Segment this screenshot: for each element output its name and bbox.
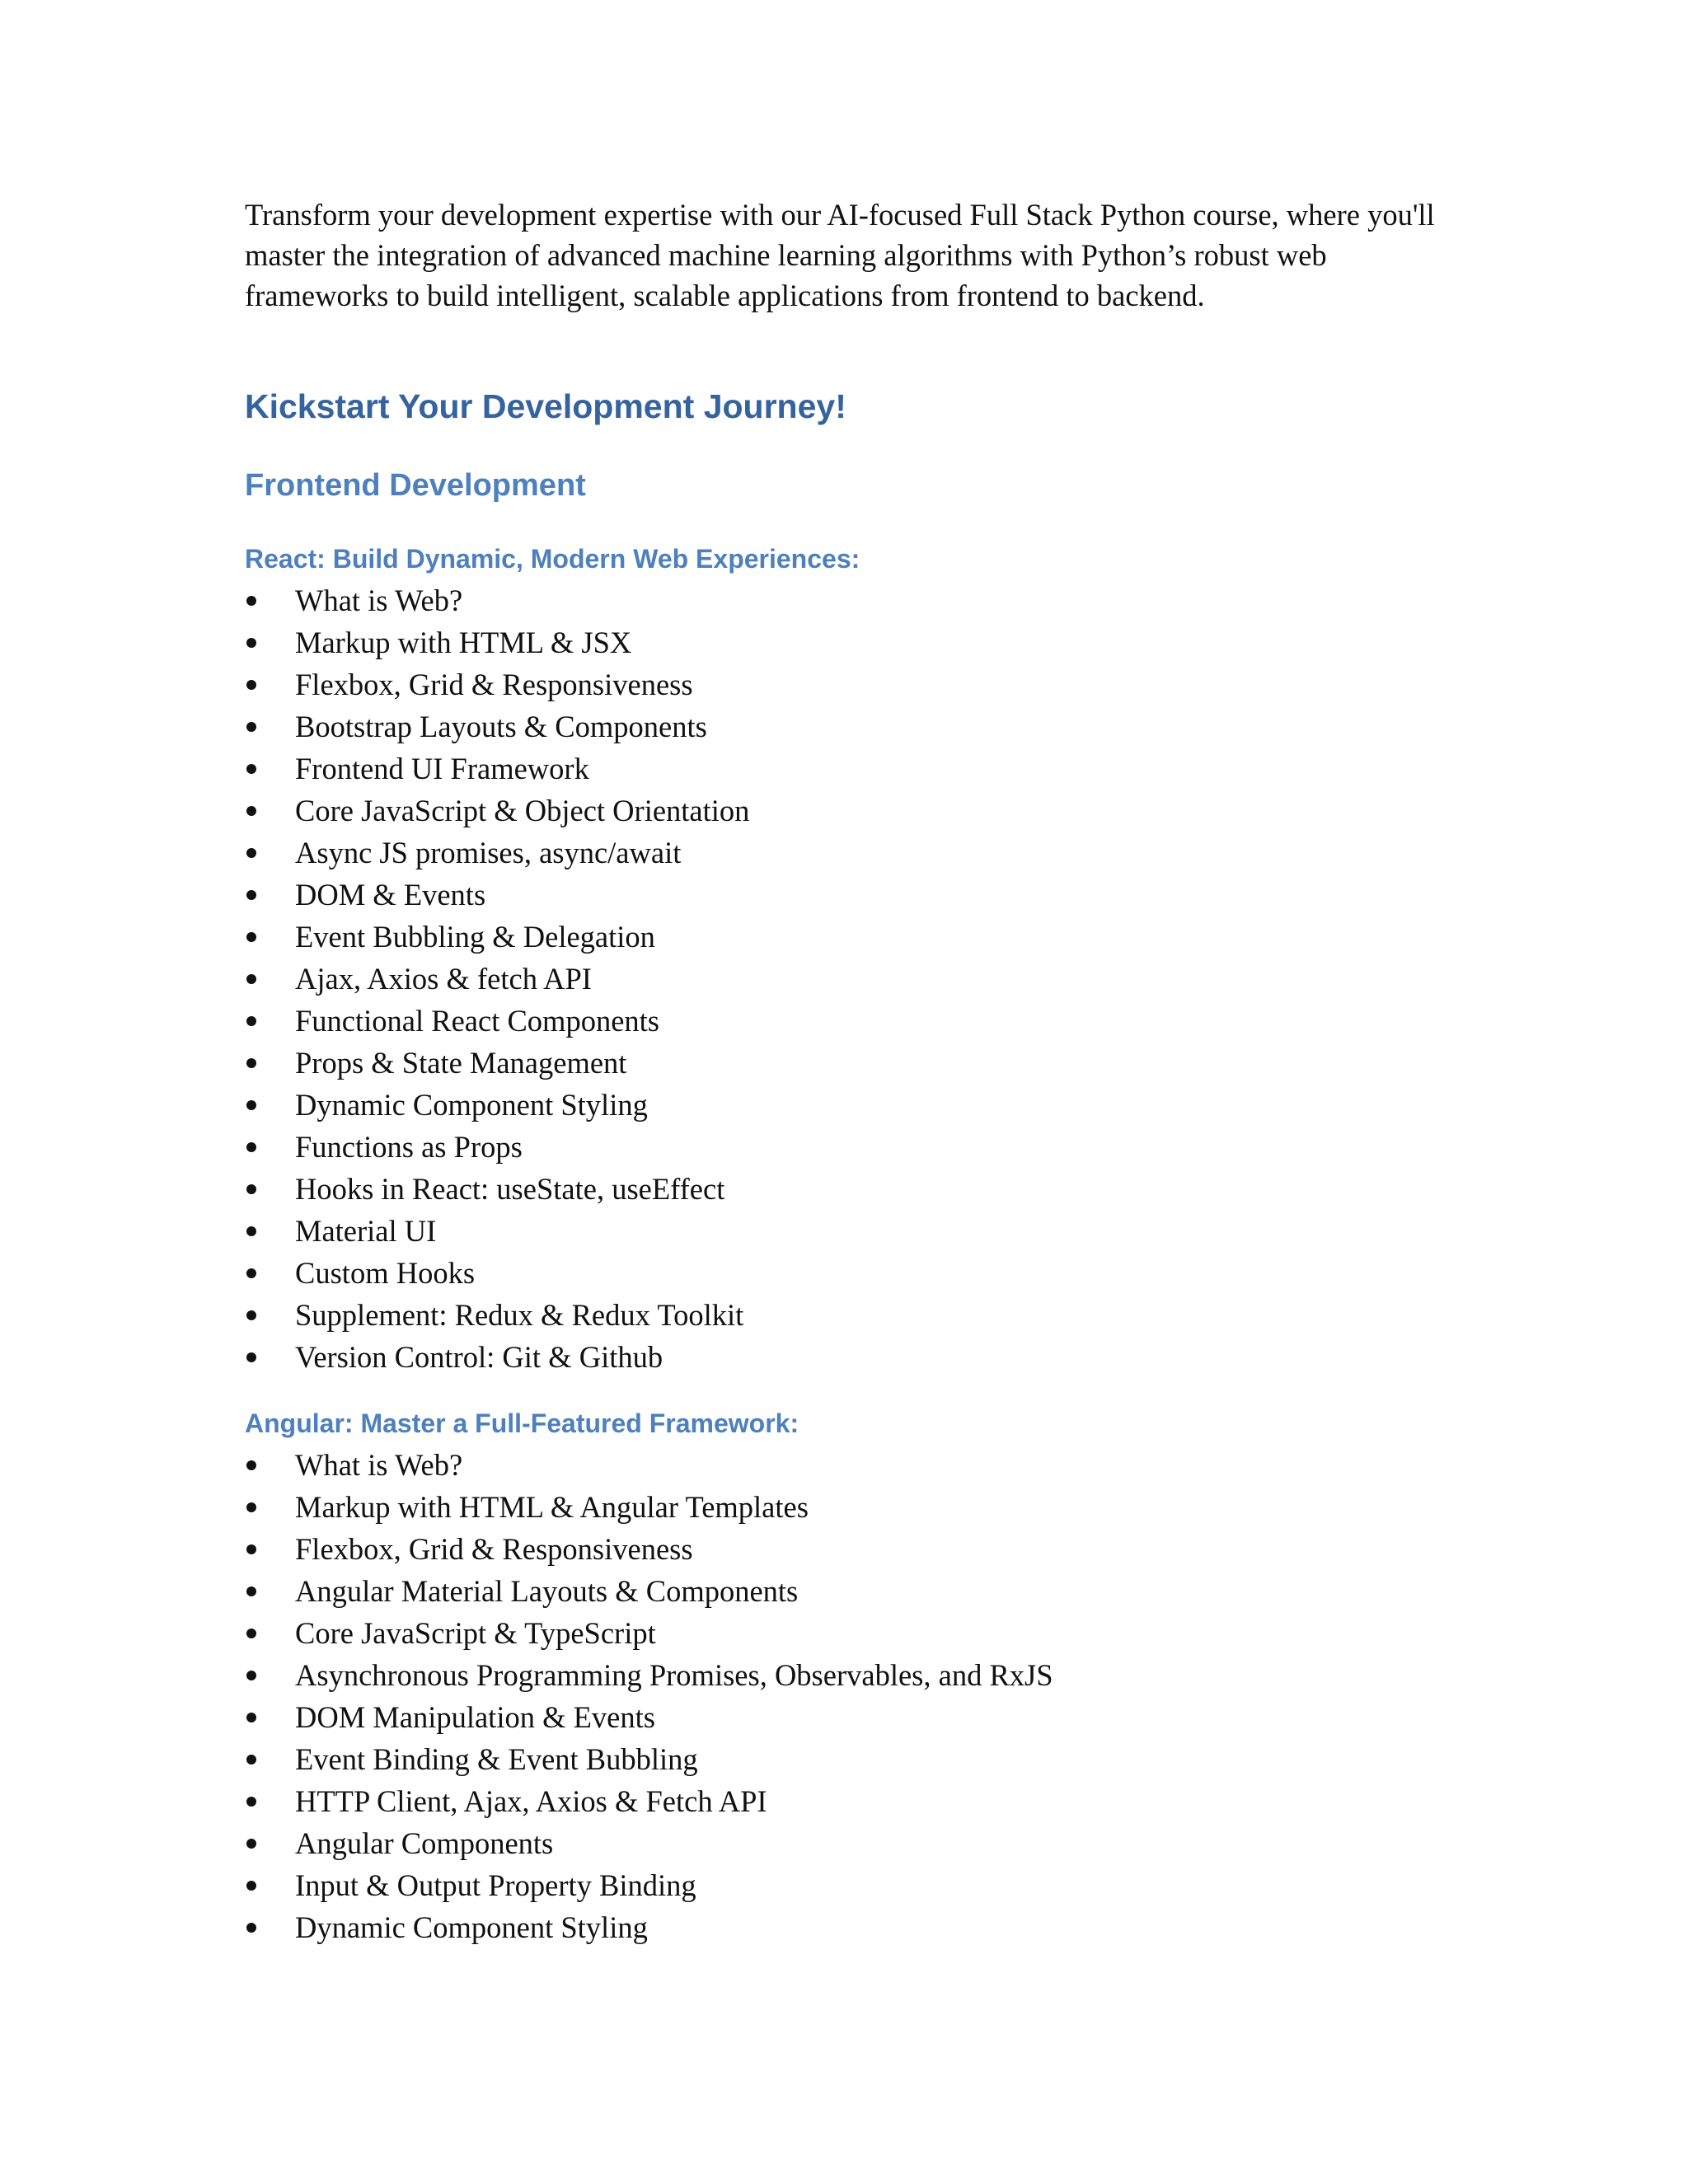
bullet-icon: [246, 1142, 256, 1152]
list-item-text: Ajax, Axios & fetch API: [295, 962, 592, 996]
list-item-text: Frontend UI Framework: [295, 752, 589, 785]
bullet-icon: [246, 1310, 256, 1320]
list-item-text: Functions as Props: [295, 1130, 523, 1164]
bullet-icon: [246, 1881, 256, 1891]
list-item-text: Event Binding & Event Bubbling: [295, 1742, 698, 1776]
list-item: [245, 1000, 1448, 1042]
bullet-icon: [246, 1671, 256, 1680]
document-page: [245, 194, 1448, 1948]
list-item-text: Custom Hooks: [295, 1256, 476, 1290]
bullet-icon: [246, 890, 256, 900]
list-item-text: What is Web?: [295, 583, 463, 617]
list-item-text: Dynamic Component Styling: [295, 1088, 648, 1122]
list-item-text: Core JavaScript & TypeScript: [295, 1616, 656, 1650]
list-item-text: Supplement: Redux & Redux Toolkit: [295, 1298, 744, 1332]
list-item: [245, 790, 1448, 832]
list-item: [245, 1084, 1448, 1126]
list-item: [245, 1168, 1448, 1210]
list-item: [245, 663, 1448, 705]
list-item: [245, 1252, 1448, 1294]
list-item-text: Core JavaScript & Object Orientation: [295, 794, 750, 827]
bullet-icon: [246, 1713, 256, 1722]
list-item-text: Event Bubbling & Delegation: [295, 920, 655, 954]
list-item: [245, 1486, 1448, 1528]
list-item-text: Hooks in React: useState, useEffect: [295, 1172, 725, 1206]
list-item: [245, 1696, 1448, 1738]
list-item: [245, 832, 1448, 874]
bullet-icon: [246, 1352, 256, 1362]
list-item-text: Functional React Components: [295, 1004, 659, 1038]
list-item: [245, 874, 1448, 916]
list-item-text: What is Web?: [295, 1448, 463, 1482]
bullet-icon: [246, 1586, 256, 1596]
list-item: [245, 705, 1448, 748]
bullet-icon: [246, 1629, 256, 1638]
bullet-icon: [246, 1797, 256, 1807]
bullet-icon: [246, 1502, 256, 1512]
bullet-icon: [246, 974, 256, 984]
list-item-text: Flexbox, Grid & Responsiveness: [295, 1532, 693, 1566]
list-item: [245, 1654, 1448, 1696]
list-item: [245, 1780, 1448, 1822]
bullet-icon: [246, 1755, 256, 1765]
bullet-icon: [246, 1016, 256, 1026]
list-item-text: Angular Components: [295, 1826, 554, 1860]
list-item: [245, 1906, 1448, 1948]
list-item: [245, 958, 1448, 1000]
section-heading-frontend: Frontend Development: [245, 468, 586, 503]
list-item-text: HTTP Client, Ajax, Axios & Fetch API: [295, 1784, 767, 1818]
main-heading: Kickstart Your Development Journey!: [245, 387, 846, 425]
list-item-text: Bootstrap Layouts & Components: [295, 710, 707, 743]
list-item-text: Async JS promises, async/await: [295, 836, 682, 869]
list-item-text: Version Control: Git & Github: [295, 1340, 663, 1374]
bullet-icon: [246, 1268, 256, 1278]
list-item: [245, 1210, 1448, 1252]
subheading-angular: Angular: Master a Full-Featured Framework:: [245, 1408, 799, 1438]
list-item: [245, 1738, 1448, 1780]
list-item: [245, 1612, 1448, 1654]
bullet-icon: [246, 848, 256, 858]
list-item-text: Dynamic Component Styling: [295, 1910, 648, 1944]
list-item: [245, 1444, 1448, 1486]
list-item-text: DOM & Events: [295, 878, 486, 912]
bullet-icon: [246, 638, 256, 648]
list-item: [245, 1336, 1448, 1378]
list-item-text: Angular Material Layouts & Components: [295, 1574, 799, 1608]
list-item-text: Props & State Management: [295, 1046, 627, 1080]
subheading-react: React: Build Dynamic, Modern Web Experiences:: [245, 544, 860, 574]
list-item: [245, 1126, 1448, 1168]
list-item-text: Asynchronous Programming Promises, Observables, and RxJS: [295, 1658, 1053, 1692]
list-item: [245, 1822, 1448, 1864]
bullet-icon: [246, 1923, 256, 1933]
list-item-text: Material UI: [295, 1214, 437, 1248]
list-item: [245, 1042, 1448, 1084]
bullet-icon: [246, 722, 256, 732]
bullet-icon: [246, 596, 256, 606]
list-item-text: Markup with HTML & JSX: [295, 626, 632, 659]
bullet-icon: [246, 1100, 256, 1110]
intro-paragraph: Transform your development expertise with our AI-focused Full Stack Python course, where you'll master the integration of advanced machine learning algorithms with Python’s robust web frameworks to build intelligent, scalable applications from frontend to backend.: [245, 198, 1435, 312]
bullet-icon: [246, 764, 256, 774]
list-item: [245, 1864, 1448, 1906]
list-item-text: Flexbox, Grid & Responsiveness: [295, 668, 693, 701]
list-item: [245, 1528, 1448, 1570]
angular-topic-list: [245, 1444, 1448, 1948]
list-item: [245, 916, 1448, 958]
bullet-icon: [246, 680, 256, 690]
bullet-icon: [246, 1460, 256, 1470]
bullet-icon: [246, 1058, 256, 1068]
list-item: [245, 748, 1448, 790]
bullet-icon: [246, 806, 256, 816]
bullet-icon: [246, 1226, 256, 1236]
bullet-icon: [246, 1184, 256, 1194]
list-item: [245, 1570, 1448, 1612]
list-item-text: DOM Manipulation & Events: [295, 1700, 655, 1734]
list-item-text: Markup with HTML & Angular Templates: [295, 1490, 809, 1524]
list-item: [245, 579, 1448, 621]
bullet-icon: [246, 932, 256, 942]
list-item: [245, 621, 1448, 663]
list-item-text: Input & Output Property Binding: [295, 1868, 696, 1902]
bullet-icon: [246, 1839, 256, 1849]
react-topic-list: [245, 579, 1448, 1378]
list-item: [245, 1294, 1448, 1336]
bullet-icon: [246, 1544, 256, 1554]
